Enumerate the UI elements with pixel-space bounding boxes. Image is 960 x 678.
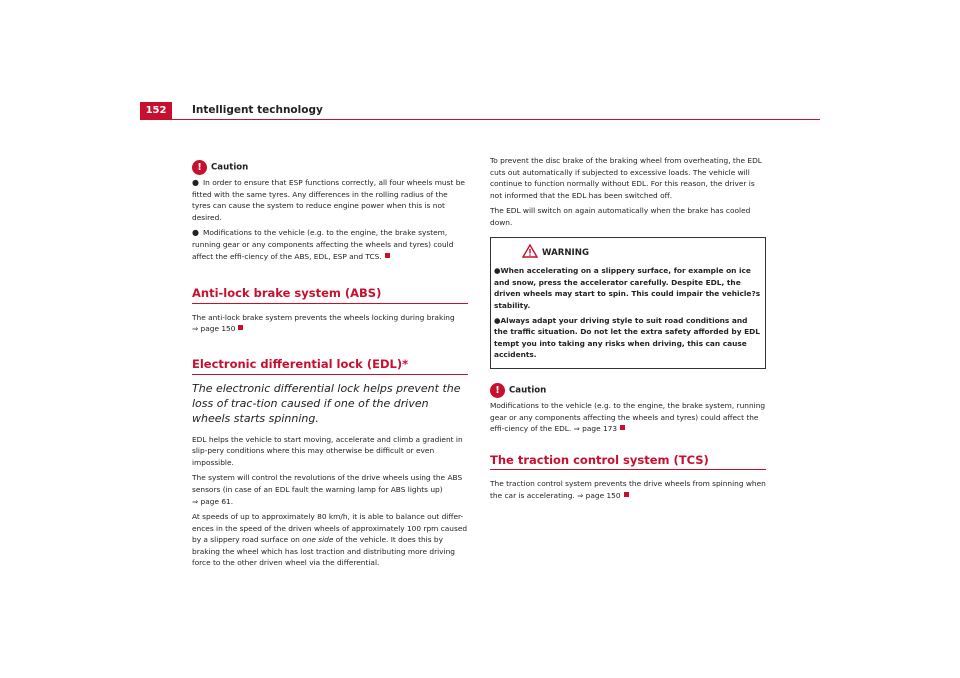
page-reference-link[interactable]: ⇒ page 173: [573, 424, 618, 434]
end-square-icon: [385, 253, 390, 258]
edl-paragraph: At speeds of up to approximately 80 km/h, it is able to balance out differ-ences in the speed of the driven wheels of approximately 100 rpm caused by a slippery road surface on one side of the vehicle. It does this by braking the wheel which has lost traction and distributing more driving force to the other driven wheel via the differential.: [192, 512, 468, 568]
edl-paragraph: The system will control the revolutions of the drive wheels using the ABS sensors (in case of an EDL fault the warning lamp for ABS lights up) ⇒ page 61.: [192, 473, 463, 506]
edl-paragraph: To prevent the disc brake of the braking wheel from overheating, the EDL cuts out automatically if subjected to excessive loads. The vehicle will continue to function normally without EDL. For this reason, the driver is not informed that the EDL has been switched off.: [490, 156, 762, 200]
warning-item: ●Always adapt your driving style to suit road conditions and the traffic situation. Do not let the extra safety afforded by EDL tempt you into taking any risks when driving, this can cause accidents.: [494, 315, 760, 360]
warning-triangle-icon: [522, 244, 538, 258]
exclamation-circle-icon: !: [192, 160, 207, 175]
caution-block-1: [192, 160, 468, 262]
tcs-section: [490, 452, 766, 502]
caution-title: Caution: [211, 162, 249, 173]
section-heading-tcs: The traction control system (TCS): [490, 452, 709, 467]
page-reference-link[interactable]: ⇒ page 150: [192, 324, 236, 334]
section-heading-edl: Electronic differential lock (EDL)*: [192, 356, 409, 371]
bullet-icon: ●: [192, 228, 199, 238]
tcs-text: The traction control system prevents the drive wheels from spinning when the car is accelerating. ⇒ page 150: [490, 479, 766, 500]
section-rule: [490, 469, 766, 470]
section-rule: [192, 374, 468, 375]
abs-text: The anti-lock brake system prevents the wheels locking during braking ⇒ page 150: [192, 312, 455, 334]
bullet-icon: ●: [192, 178, 199, 187]
warning-box: [490, 237, 766, 369]
section-heading-abs: Anti-lock brake system (ABS): [192, 286, 382, 301]
exclamation-circle-icon: !: [490, 383, 505, 398]
caution-title: Caution: [509, 385, 547, 396]
edl-paragraph: The EDL will switch on again automatically when the brake has cooled down.: [490, 206, 751, 227]
edl-subtitle: The electronic differential lock helps prevent the loss of trac-tion caused if one of the driven wheels starts spinning.: [192, 381, 461, 425]
page-number: 152: [140, 102, 172, 119]
left-column: [192, 160, 468, 573]
caution-item: ● In order to ensure that ESP functions correctly, all four wheels must be fitted with the same tyres. Any differences in the rolling radius of the tyres can cause the system to reduce engine power when this is not desired.: [192, 178, 465, 222]
abs-section: [192, 288, 468, 335]
section-rule: [192, 303, 468, 304]
page-reference-link[interactable]: ⇒ page 150: [577, 490, 621, 500]
page-header-title: Intelligent technology: [192, 104, 323, 116]
edl-section: [192, 356, 468, 569]
caution-text: Modifications to the vehicle (e.g. to the engine, the brake system, running gear or any components affecting the wheels and tyres) could affect the effi-ciency of the EDL. ⇒ page 173: [490, 400, 766, 434]
page-reference-link[interactable]: ⇒ page 61.: [192, 496, 234, 506]
caution-block-2: [490, 383, 766, 435]
bullet-icon: ●: [494, 266, 501, 276]
end-square-icon: [620, 425, 625, 430]
end-square-icon: [238, 325, 243, 330]
edl-paragraph: EDL helps the vehicle to start moving, accelerate and climb a gradient in slip-pery conditions where this may otherwise be difficult or even impossible.: [192, 434, 463, 467]
caution-item: ● Modifications to the vehicle (e.g. to the engine, the brake system, running gear or any components affecting the wheels and tyres) could affect the effi-ciency of the ABS, EDL, ESP and TCS.: [192, 228, 454, 261]
header-rule: [140, 119, 820, 120]
warning-item: ●When accelerating on a slippery surface, for example on ice and snow, press the accelerator carefully. Despite EDL, the driven wheels may start to spin. This could impair the vehicle?s stability.: [494, 266, 761, 310]
end-square-icon: [624, 492, 629, 497]
warning-header: WARNING: [494, 244, 762, 260]
bullet-icon: ●: [494, 315, 501, 325]
right-column: [490, 155, 766, 505]
